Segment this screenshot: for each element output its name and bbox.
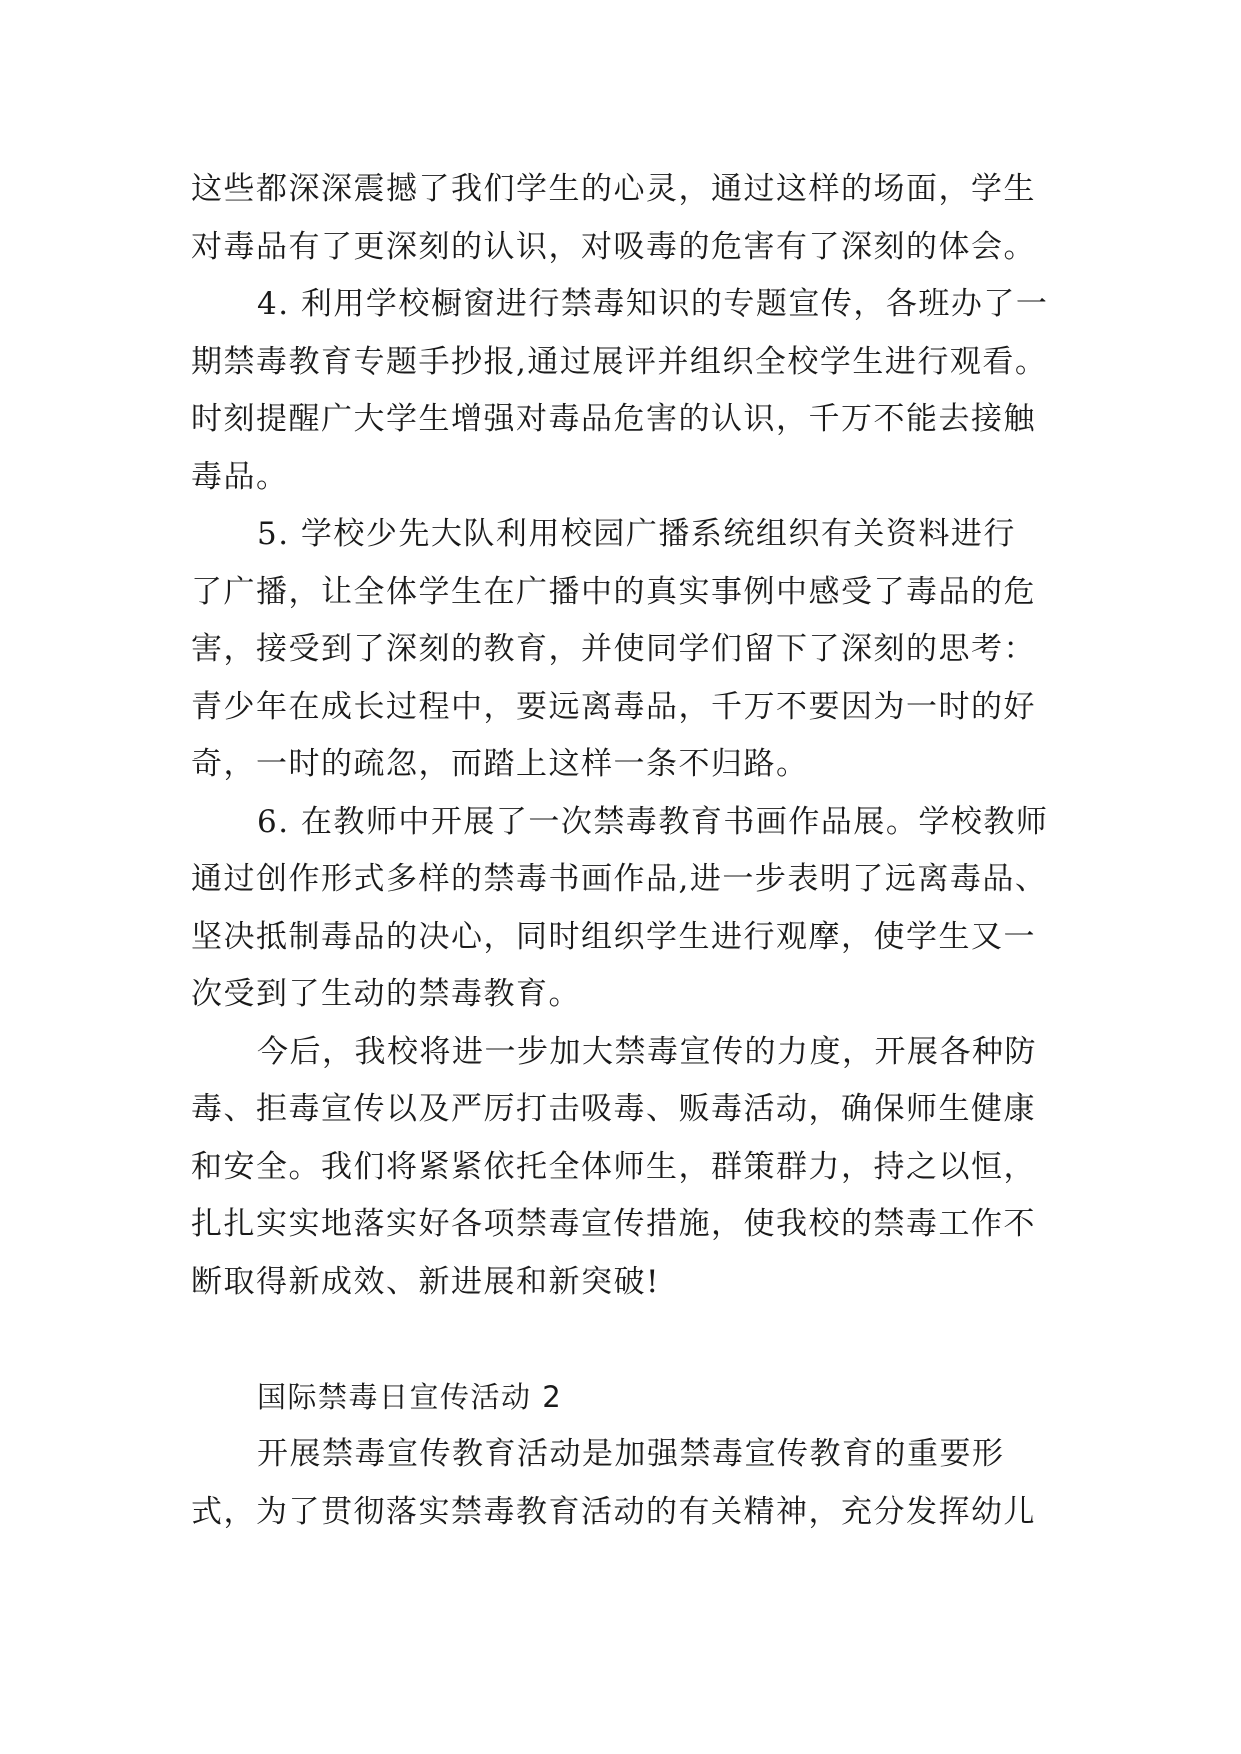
document-body	[191, 161, 1049, 1541]
text-line: 通过创作形式多样的禁毒书画作品,进一步表明了远离毒品、	[191, 861, 1048, 897]
text-line: 5. 学校少先大队利用校园广播系统组织有关资料进行	[257, 516, 1016, 552]
text-line: 4. 利用学校橱窗进行禁毒知识的专题宣传，各班办了一	[257, 286, 1049, 322]
text-line: 对毒品有了更深刻的认识，对吸毒的危害有了深刻的体会。	[191, 228, 1036, 265]
text-line: 6. 在教师中开展了一次禁毒教育书画作品展。学校教师	[257, 803, 1049, 840]
text-line: 毒、拒毒宣传以及严厉打击吸毒、贩毒活动，确保师生健康	[191, 1091, 1036, 1127]
text-line: 次受到了生动的禁毒教育。	[191, 976, 581, 1012]
text-line: 扎扎实实地落实好各项禁毒宣传措施，使我校的禁毒工作不	[191, 1206, 1036, 1242]
text-line: 这些都深深震撼了我们学生的心灵，通过这样的场面，学生	[191, 171, 1036, 207]
text-line: 今后，我校将进一步加大禁毒宣传的力度，开展各种防	[257, 1033, 1037, 1070]
section-title: 国际禁毒日宣传活动 2	[257, 1379, 563, 1414]
text-line: 毒品。	[191, 458, 289, 495]
paragraph-gap	[191, 1311, 1049, 1369]
text-line: 和安全。我们将紧紧依托全体师生，群策群力，持之以恒，	[191, 1148, 1036, 1185]
text-line: 开展禁毒宣传教育活动是加强禁毒宣传教育的重要形	[257, 1436, 1005, 1472]
text-line: 了广播，让全体学生在广播中的真实事例中感受了毒品的危	[191, 573, 1036, 610]
text-line: 时刻提醒广大学生增强对毒品危害的认识，千万不能去接触	[191, 401, 1036, 437]
text-line: 式，为了贯彻落实禁毒教育活动的有关精神，充分发挥幼儿	[191, 1493, 1036, 1530]
text-line: 断取得新成效、新进展和新突破!	[191, 1263, 660, 1300]
text-line: 害，接受到了深刻的教育，并使同学们留下了深刻的思考：	[191, 631, 1036, 667]
text-line: 奇，一时的疏忽，而踏上这样一条不归路。	[191, 746, 809, 782]
text-line: 期禁毒教育专题手抄报,通过展评并组织全校学生进行观看。	[191, 343, 1048, 380]
text-line: 坚决抵制毒品的决心，同时组织学生进行观摩，使学生又一	[191, 918, 1036, 955]
text-line: 青少年在成长过程中，要远离毒品，千万不要因为一时的好	[191, 688, 1036, 725]
